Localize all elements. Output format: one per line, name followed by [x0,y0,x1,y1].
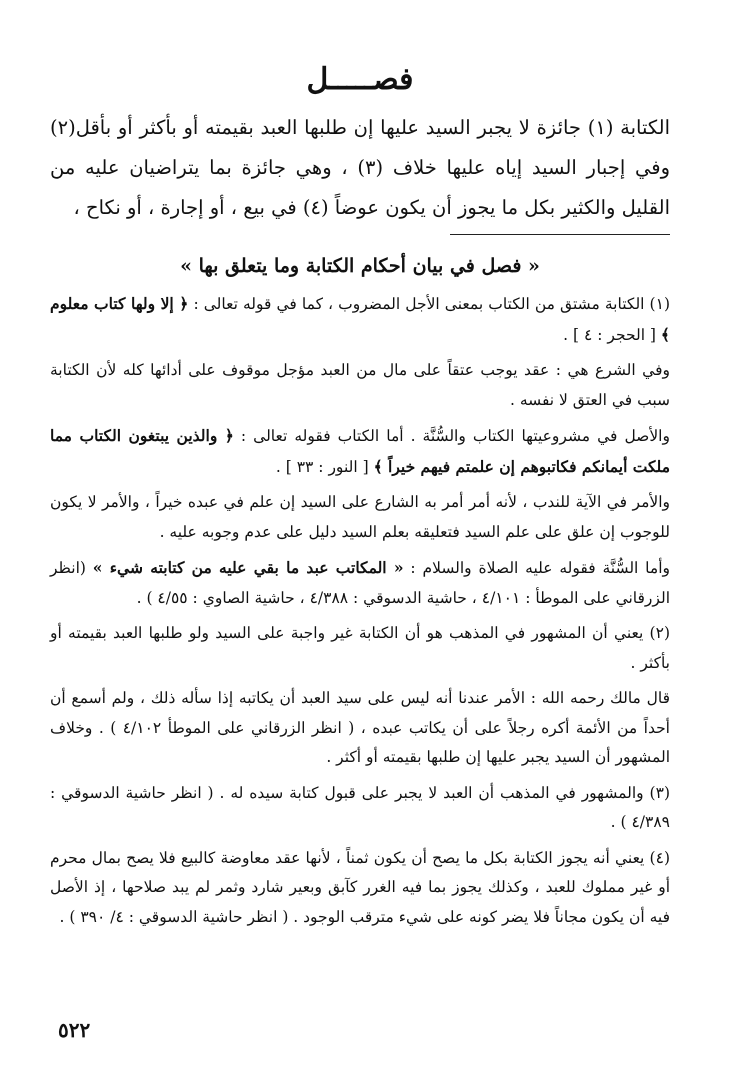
book-page [50,60,670,1060]
footnote-1: (١) الكتابة مشتق من الكتاب بمعنى الأجل المضروب ، كما في قوله تعالى : ﴿ إلا ولها كتاب معلوم ﴾ [ الحجر : ٤ ] . [50,294,670,344]
main-paragraph: الكتابة (١) جائزة لا يجبر السيد عليها إن طلبها العبد بقيمته أو بأكثر أو بأقل(٢) وفي إجبار السيد إياه عليها خلاف (٣) ، وهي جائزة بما يتراضيان عليه من القليل والكثير بكل ما يجوز أن يكون عوضاً (٤) في بيع ، أو إجارة ، أو نكاح ، [50,116,670,219]
footnote-2-malik: قال مالك رحمه الله : الأمر عندنا أنه ليس على سيد العبد أن يكاتبه إذا سأله ذلك ، ولم أسمع أن أحداً من الأئمة أكره رجلاً على أن يكاتب عبده ، ( انظر الزرقاني على الموطأ ٤/١٠٢ ) . وخلاف المشهور أن السيد يجبر عليها إن طلبها بقيمته أو أكثر . [50,689,670,766]
footnote-4: (٤) يعني أنه يجوز الكتابة بكل ما يصح أن يكون ثمناً ، لأنها عقد معاوضة كالبيع فلا يصح بمال محرم أو غير مملوك للعبد ، وكذلك يجوز بما فيه الغرر كآبق وبعير شارد وثمر لم يبد صلاحها ، إذ الأصل فيه أن يكون مجاناً فلا يضر كونه على شيء مترقب الوجود . ( انظر حاشية الدسوقي : ٤/ ٣٩٠ ) . [50,848,670,926]
footnote-3: (٣) والمشهور في المذهب أن العبد لا يجبر على قبول كتابة سيده له . ( انظر حاشية الدسوقي : ٤/٣٨٩ ) . [50,783,670,831]
page-number: ٥٢٢ [58,1018,91,1042]
footnote-1-command: والأمر في الآية للندب ، لأنه أمر أمر به الشارع على السيد إن علم في عبده خيراً ، والأمر لا يكون للوجوب إن علق على علم السيد فتعليقه بعلم السيد دليل على عدم وجوبه عليه . [50,493,670,541]
footnote-1-sunnah: وأما السُّنَّة فقوله عليه الصلاة والسلام : « المكاتب عبد ما بقي عليه من كتابته شيء » (انظر الزرقاني على الموطأ : ٤/١٠١ ، حاشية الدسوقي : ٤/٣٨٨ ، حاشية الصاوي : ٤/٥٥ ) . [50,558,670,607]
footnote-1-evidence: والأصل في مشروعيتها الكتاب والسُّنَّة . أما الكتاب فقوله تعالى : ﴿ والذين يبتغون الكتاب مما ملكت أيمانكم فكاتبوهم إن علمتم فيهم خيراً ﴾ [ النور : ٣٣ ] . [50,426,670,476]
footnotes [50,289,670,932]
main-text [50,108,670,228]
notes-heading: « فصل في بيان أحكام الكتابة وما يتعلق بها » [180,255,540,277]
footnote-divider [450,234,670,235]
footnote-1-definition: وفي الشرع هي : عقد يوجب عتقاً على مال من العبد مؤجل موقوف على أدائها كله لأن الكتابة سبب في العتق لا نفسه . [50,361,670,409]
footnote-2: (٢) يعني أن المشهور في المذهب هو أن الكتابة غير واجبة على السيد ولو طلبها العبد بقيمته أو بأكثر . [50,624,670,672]
page-title: فصـــــل [306,62,414,97]
